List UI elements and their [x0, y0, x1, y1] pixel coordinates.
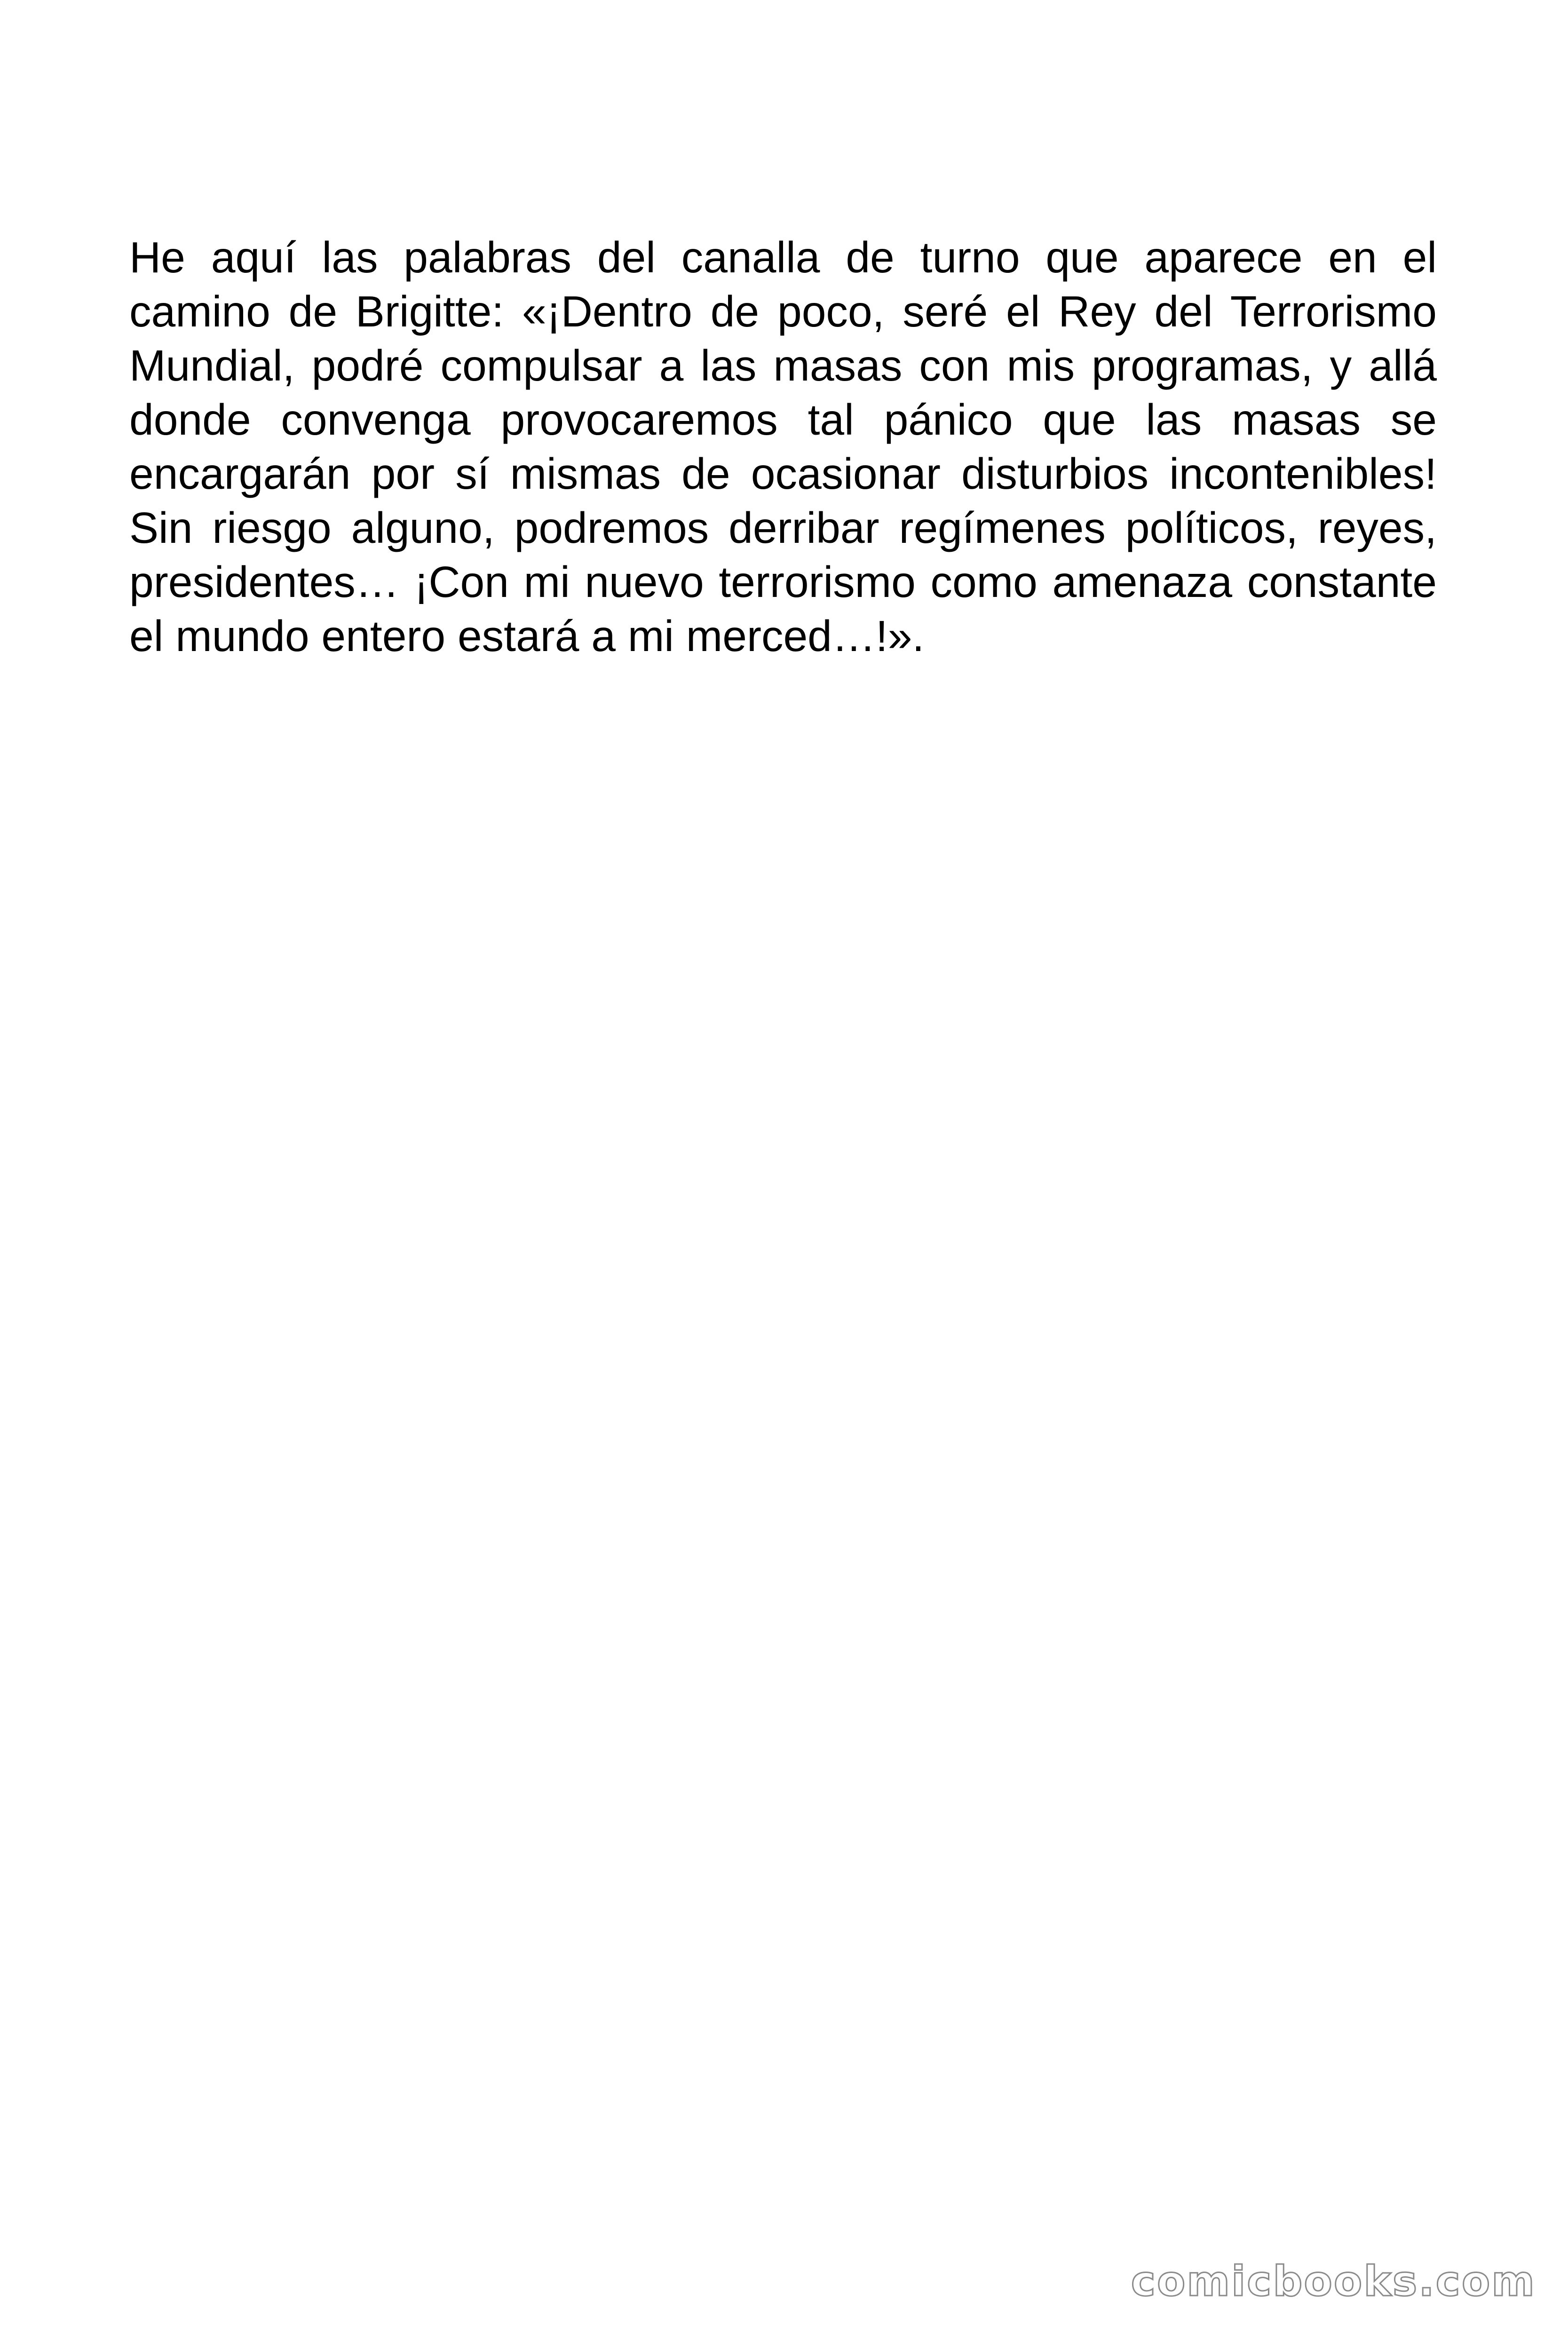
body-paragraph: He aquí las palabras del canalla de turno que aparece en el camino de Brigitte: «¡Dentro de poco, seré el Rey del Terrorismo Mundial, podré compulsar a las masas con mis programas, y allá donde convenga provocaremos tal pánico que las masas se encargarán por sí mismas de ocasionar disturbios incontenibles! Sin riesgo alguno, podremos derribar regímenes políticos, reyes, presidentes… ¡Con mi nuevo terrorismo como amenaza constante el mundo entero estará a mi merced…!».: [129, 233, 1437, 660]
watermark: comicbooks.com: [1131, 2257, 1536, 2305]
